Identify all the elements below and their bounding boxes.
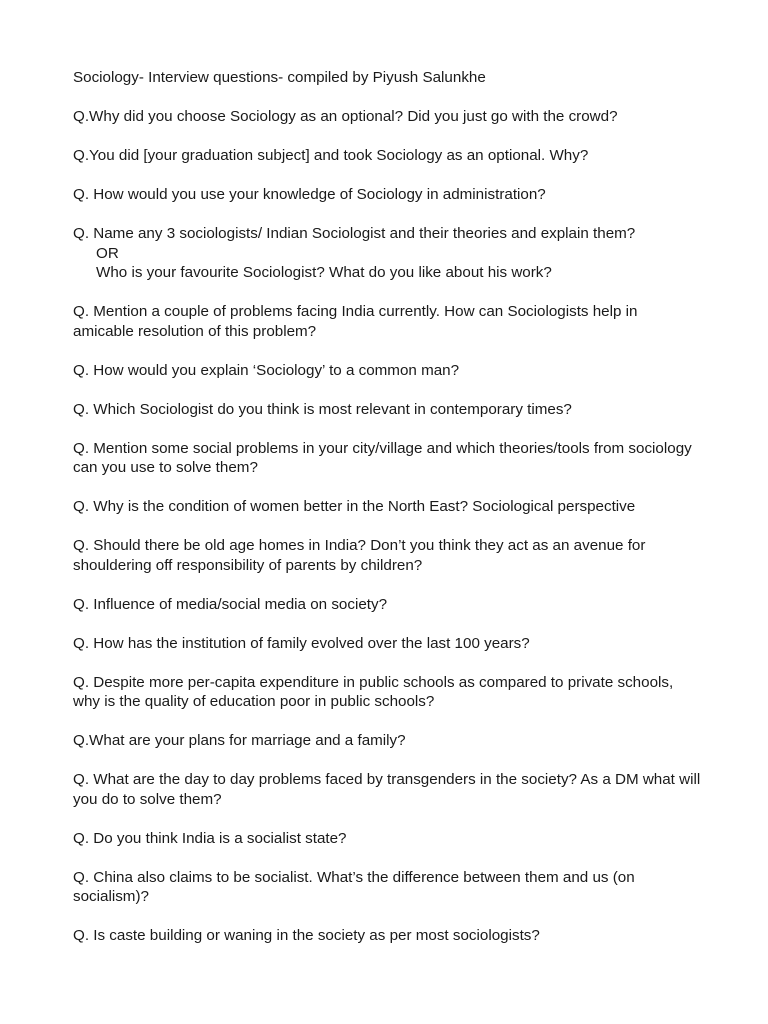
- question-4-block: [73, 224, 702, 283]
- question-18: Q. Is caste building or waning in the society as per most sociologists?: [73, 927, 540, 944]
- question-13: Q. Despite more per-capita expenditure in public schools as compared to private schools, why is the quality of education poor in public schools?: [73, 673, 674, 710]
- question-2: Q.You did [your graduation subject] and took Sociology as an optional. Why?: [73, 147, 589, 164]
- question-8: Q. Mention some social problems in your city/village and which theories/tools from sociology can you use to solve them?: [73, 439, 692, 476]
- question-1: Q.Why did you choose Sociology as an optional? Did you just go with the crowd?: [73, 108, 618, 125]
- question-16: Q. Do you think India is a socialist state?: [73, 829, 347, 847]
- question-10: Q. Should there be old age homes in India? Don’t you think they act as an avenue for shouldering off responsibility of parents by children?: [73, 537, 646, 574]
- question-12: Q. How has the institution of family evolved over the last 100 years?: [73, 634, 530, 652]
- question-15: Q. What are the day to day problems faced by transgenders in the society? As a DM what will you do to solve them?: [73, 771, 701, 808]
- question-17: Q. China also claims to be socialist. What’s the difference between them and us (on socialism)?: [73, 868, 635, 905]
- question-7: Q. Which Sociologist do you think is most relevant in contemporary times?: [73, 400, 572, 418]
- document-title: Sociology- Interview questions- compiled by Piyush Salunkhe: [73, 69, 486, 86]
- question-11: Q. Influence of media/social media on society?: [73, 595, 388, 613]
- question-4-alt: Who is your favourite Sociologist? What do you like about his work?: [96, 264, 552, 281]
- question-14: Q.What are your plans for marriage and a family?: [73, 732, 406, 749]
- question-4: Q. Name any 3 sociologists/ Indian Sociologist and their theories and explain them?: [73, 225, 636, 242]
- question-6: Q. How would you explain ‘Sociology’ to a common man?: [73, 361, 460, 379]
- question-9: Q. Why is the condition of women better in the North East? Sociological perspective: [73, 498, 636, 515]
- question-3: Q. How would you use your knowledge of Sociology in administration?: [73, 186, 546, 203]
- question-4-or: OR: [96, 244, 119, 262]
- question-5: Q. Mention a couple of problems facing India currently. How can Sociologists help in amicable resolution of this problem?: [73, 303, 638, 340]
